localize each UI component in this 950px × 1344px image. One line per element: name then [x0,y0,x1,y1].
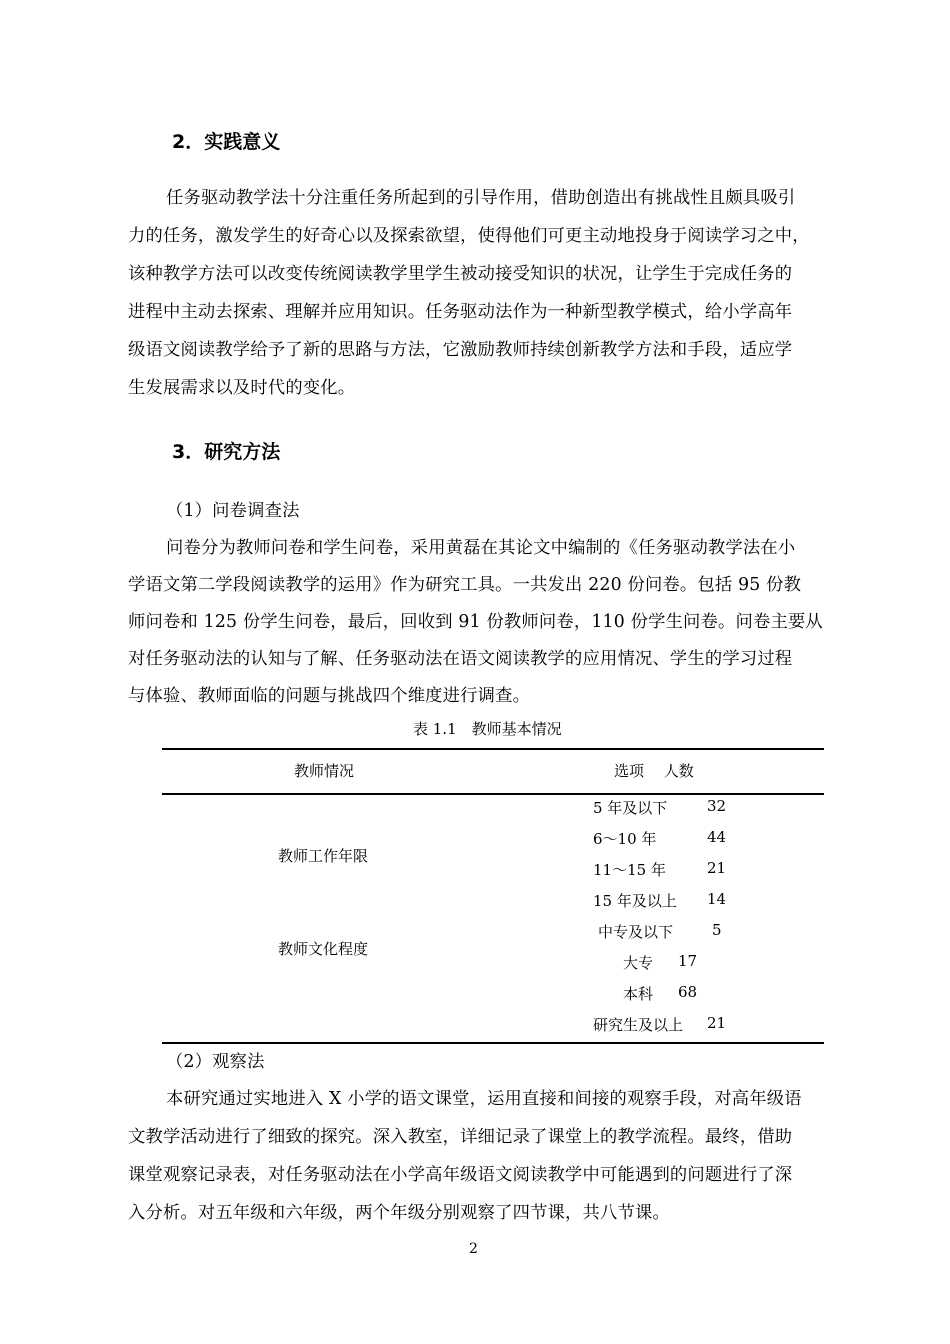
table-option: 中专及以下 [598,923,674,941]
table-option: 5 年及以下 [593,799,668,817]
table-header-option-count: 选项 人数 [614,762,694,780]
table-count: 44 [707,828,727,846]
paragraph-line: 问卷分为教师问卷和学生问卷，采用黄磊在其论文中编制的《任务驱动教学法在小 [166,538,796,558]
paragraph-line: 该种教学方法可以改变传统阅读教学里学生被动接受知识的状况，让学生于完成任务的 [128,264,793,284]
paragraph-line: 师问卷和 125 份学生问卷，最后，回收到 91 份教师问卷，110 份学生问卷。问卷主要从 [128,612,823,632]
table-count: 21 [707,859,727,877]
table-option: 本科 [623,985,654,1003]
paragraph-line: 进程中主动去探索、理解并应用知识。任务驱动法作为一种新型教学模式，给小学高年 [128,302,793,322]
table-group-label: 教师工作年限 [278,847,369,865]
subheading-questionnaire: （1）问卷调查法 [166,501,300,521]
page-number: 2 [469,1241,478,1257]
table-count: 14 [707,890,727,908]
table-count: 21 [707,1014,727,1032]
paragraph-line: 文教学活动进行了细致的探究。深入教室，详细记录了课堂上的教学流程。最终，借助 [128,1127,793,1147]
table-count: 68 [678,983,698,1001]
subheading-observation: （2）观察法 [166,1052,265,1072]
table-option: 15 年及以上 [593,892,677,910]
paragraph-line: 与体验、教师面临的问题与挑战四个维度进行调查。 [128,686,531,706]
paragraph-line: 课堂观察记录表，对任务驱动法在小学高年级语文阅读教学中可能遇到的问题进行了深 [128,1165,793,1185]
table-count: 32 [707,797,727,815]
table-count: 5 [712,921,722,939]
table-option: 大专 [623,954,654,972]
paragraph-line: 力的任务，激发学生的好奇心以及探索欲望，使得他们可更主动地投身于阅读学习之中， [128,226,810,246]
paragraph-line: 生发展需求以及时代的变化。 [128,378,356,398]
table-option: 6～10 年 [593,830,657,848]
table-top-rule [162,748,824,750]
table-option: 11～15 年 [593,861,666,879]
table-group-label: 教师文化程度 [278,940,369,958]
paragraph-line: 级语文阅读教学给予了新的思路与方法，它激励教师持续创新教学方法和手段，适应学 [128,340,793,360]
table-header-rule [162,793,824,795]
table-header-teacher: 教师情况 [294,762,355,780]
table-caption: 表 1.1 教师基本情况 [413,720,562,738]
table-option: 研究生及以上 [593,1016,684,1034]
paragraph-line: 学语文第二学段阅读教学的运用》作为研究工具。一共发出 220 份问卷。包括 95 份教 [128,575,802,595]
paragraph-line: 对任务驱动法的认知与了解、任务驱动法在语文阅读教学的应用情况、学生的学习过程 [128,649,793,669]
table-count: 17 [678,952,698,970]
paragraph-line: 本研究通过实地进入 X 小学的语文课堂，运用直接和间接的观察手段，对高年级语 [166,1089,802,1109]
section-heading-methods: 3．研究方法 [172,441,281,463]
paragraph-line: 入分析。对五年级和六年级，两个年级分别观察了四节课，共八节课。 [128,1203,670,1223]
section-heading-practice: 2．实践意义 [172,131,281,153]
table-bottom-rule [162,1042,824,1044]
paragraph-line: 任务驱动教学法十分注重任务所起到的引导作用，借助创造出有挑战性且颇具吸引 [166,188,796,208]
